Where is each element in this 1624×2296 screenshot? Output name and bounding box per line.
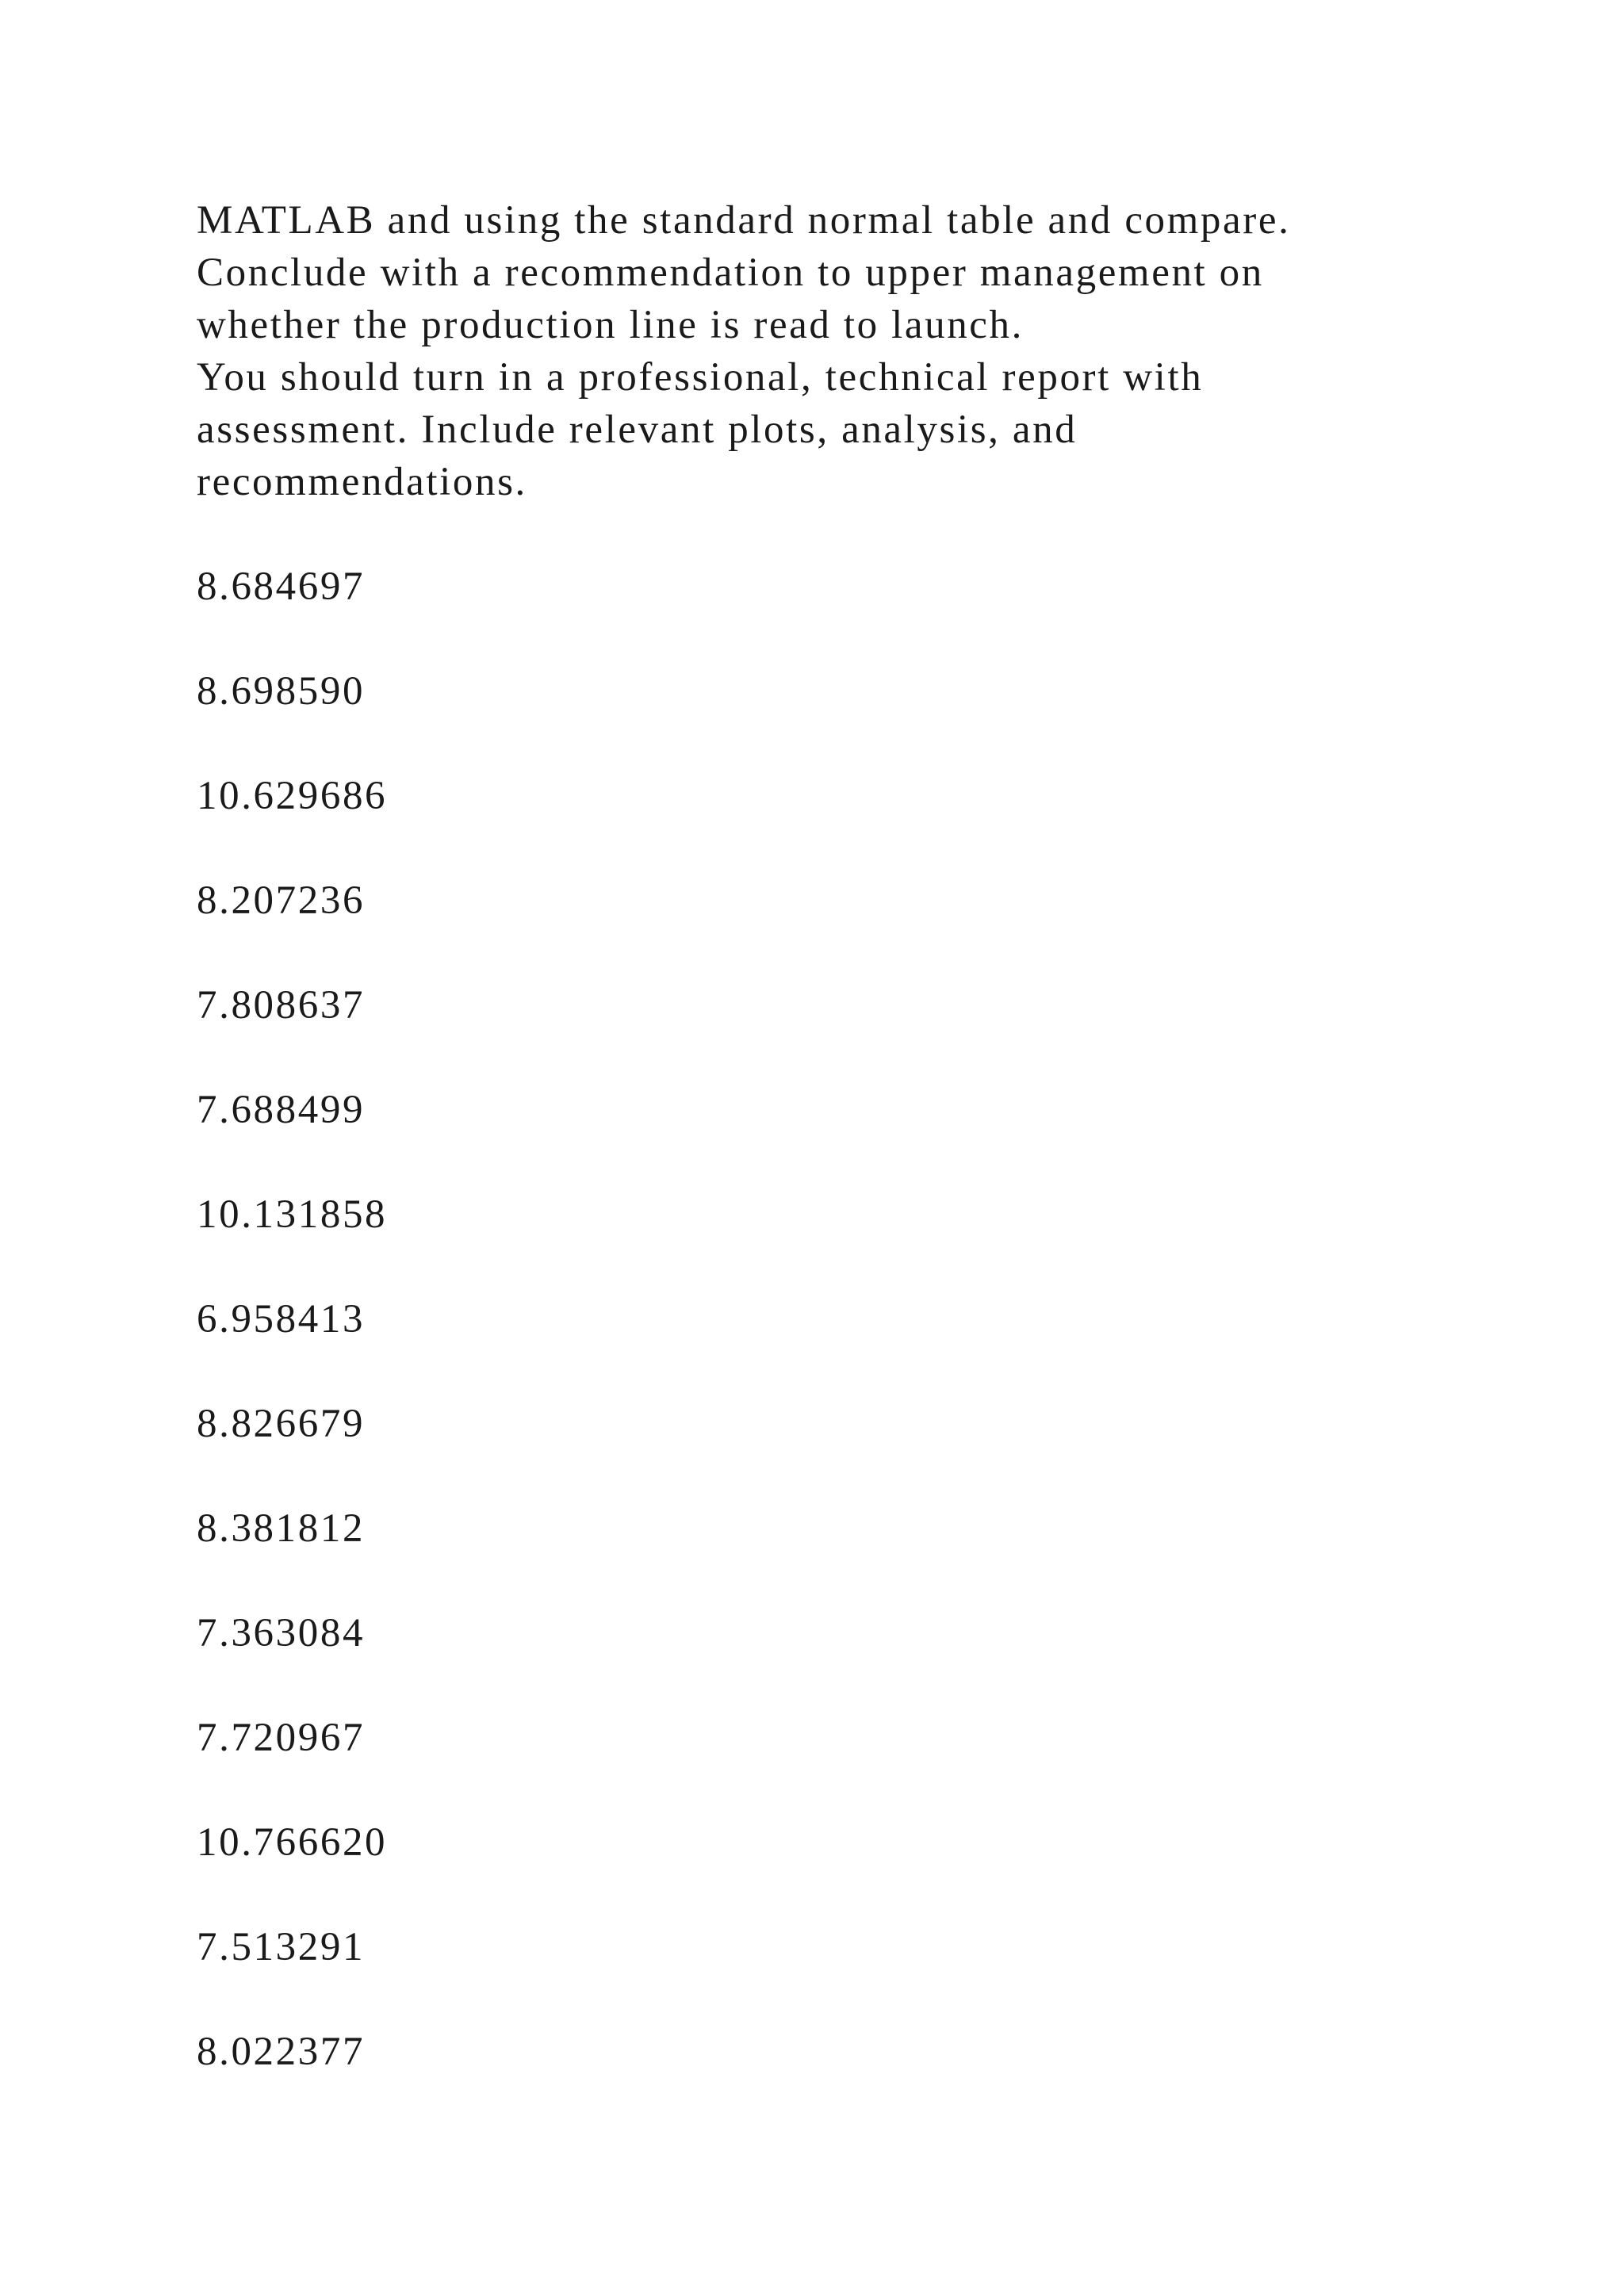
instructions-paragraph — [197, 194, 1465, 508]
data-value: 10.766620 — [197, 1820, 388, 1865]
paragraph-line: recommendations. — [197, 460, 527, 504]
data-value: 8.684697 — [197, 564, 366, 609]
paragraph-line: MATLAB and using the standard normal table and compare. — [197, 198, 1291, 243]
data-value: 8.207236 — [197, 878, 366, 923]
data-value: 8.022377 — [197, 2030, 366, 2074]
document-content — [197, 194, 1465, 2130]
data-value: 7.688499 — [197, 1088, 366, 1132]
data-value: 7.720967 — [197, 1716, 366, 1760]
data-value: 8.826679 — [197, 1402, 366, 1446]
paragraph-line: assessment. Include relevant plots, analysis, and — [197, 408, 1078, 452]
data-value: 7.363084 — [197, 1611, 366, 1655]
paragraph-line: whether the production line is read to launch. — [197, 303, 1024, 347]
data-values-list — [197, 561, 1465, 2130]
data-value: 7.513291 — [197, 1925, 366, 1969]
data-value: 8.381812 — [197, 1506, 366, 1551]
data-value: 10.629686 — [197, 774, 388, 818]
data-value: 7.808637 — [197, 983, 366, 1027]
paragraph-line: You should turn in a professional, technical report with — [197, 355, 1204, 400]
data-value: 10.131858 — [197, 1192, 388, 1237]
paragraph-line: Conclude with a recommendation to upper management on — [197, 251, 1264, 295]
data-value: 8.698590 — [197, 669, 366, 714]
data-value: 6.958413 — [197, 1297, 366, 1341]
